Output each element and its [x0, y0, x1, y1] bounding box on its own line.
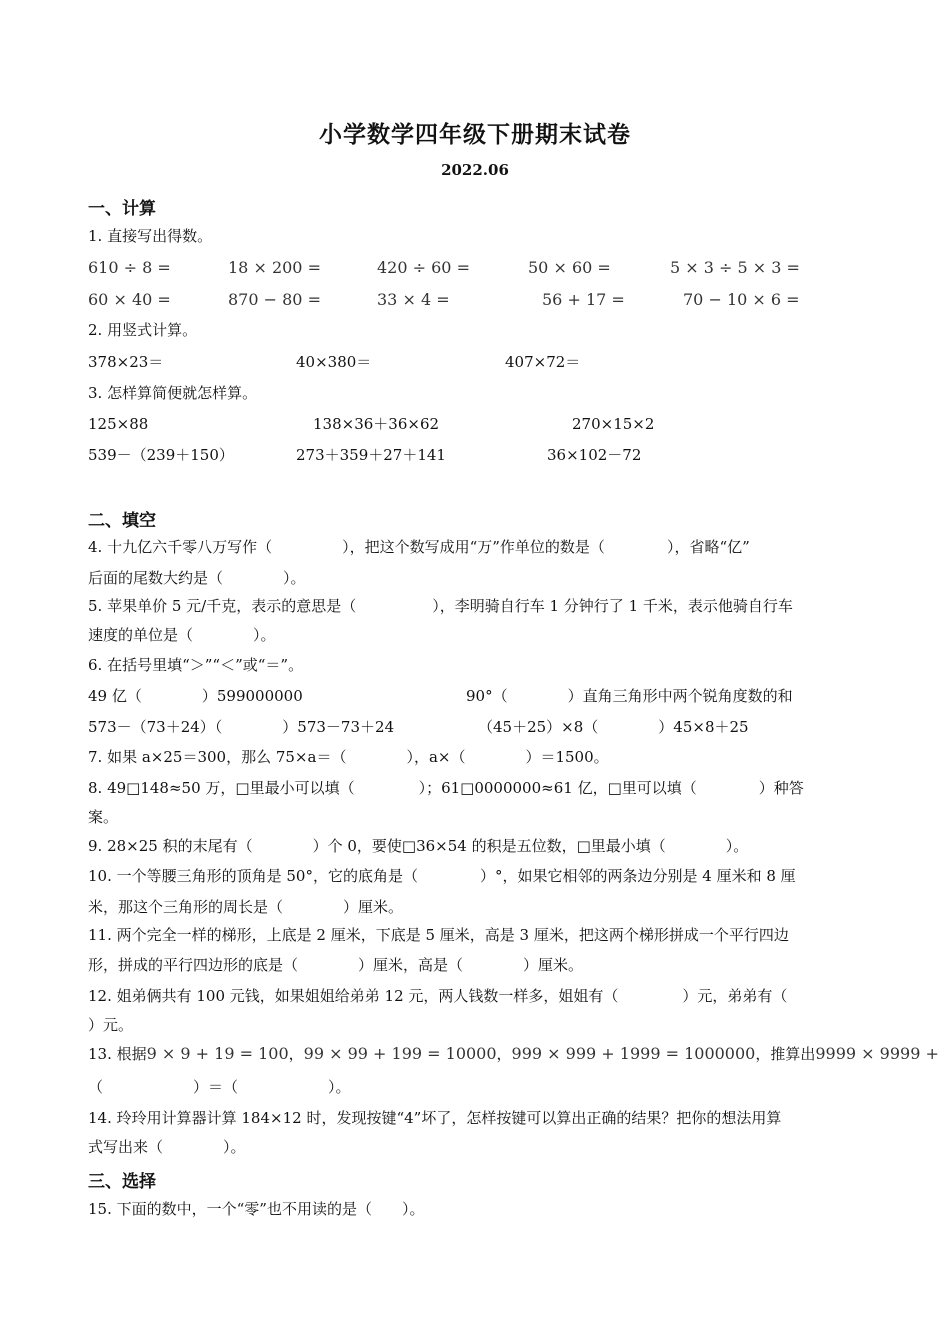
- q1-expression: 70 − 10 × 6 =: [683, 290, 800, 309]
- q10-text: ）°，如果它相邻的两条边分别是 4 厘米和 8 厘: [479, 867, 796, 885]
- q3-item: 36×102－72: [547, 446, 642, 464]
- section-heading-fill-blank: 二、填空: [88, 511, 156, 531]
- question-12-line-1: [88, 986, 787, 1006]
- q13-formula: 9 × 9 + 19 = 100: [146, 1044, 289, 1063]
- q8-text: ）；61□0000000≈61 亿，□里可以填（: [418, 779, 697, 797]
- question-13-line-1: 13. 根据9 × 9 + 19 = 100，99 × 99 + 199 = 10000，999 × 999 + 1999 = 1000000，推算出9999 × 9999 +: [88, 1044, 939, 1063]
- question-2-label: 2. 用竖式计算。: [88, 321, 198, 339]
- section-heading-choice: 三、选择: [88, 1172, 156, 1192]
- question-11-line-2: 形，拼成的平行四边形的底是（ ）厘米，高是（ ）厘米。: [88, 956, 584, 974]
- q12-text: ）元，弟弟有（: [682, 987, 788, 1005]
- q3-item: 539－（239＋150）: [88, 446, 234, 464]
- q12-text: 12. 姐弟俩共有 100 元钱，如果姐姐给弟弟 12 元，两人钱数一样多，姐姐有（: [88, 987, 619, 1005]
- q3-item: 270×15×2: [572, 415, 655, 433]
- q1-expression: 870 − 80 =: [228, 290, 321, 309]
- question-4-line-2: 后面的尾数大约是（ ）。: [88, 569, 306, 587]
- q4-text: 4. 十九亿六千零八万写作（: [88, 538, 273, 556]
- q1-expression: 420 ÷ 60 =: [377, 258, 470, 277]
- question-15: 15. 下面的数中，一个“零”也不用读的是（ ）。: [88, 1200, 425, 1218]
- q1-expression: 5 × 3 ÷ 5 × 3 =: [670, 258, 800, 277]
- q13-text: 13. 根据: [88, 1045, 147, 1063]
- section-heading-calculation: 一、计算: [88, 199, 156, 219]
- q3-item: 273＋359＋27＋141: [296, 446, 446, 464]
- q8-text: 8. 49□148≈50 万，□里最小可以填（: [88, 779, 355, 797]
- q2-item: 378×23＝: [88, 353, 164, 371]
- question-5-line-1: [88, 596, 793, 616]
- q8-text: ）种答: [758, 779, 804, 797]
- q3-item: 138×36＋36×62: [313, 415, 440, 433]
- q6-compare-item: 90°（ ）直角三角形中两个锐角度数的和: [466, 687, 793, 705]
- question-7: 7. 如果 a×25＝300，那么 75×a＝（ ），a×（ ）＝1500。: [88, 748, 609, 766]
- question-8-line-2: 案。: [88, 808, 119, 826]
- q1-expression: 610 ÷ 8 =: [88, 258, 171, 277]
- q1-expression: 33 × 4 =: [377, 290, 450, 309]
- q6-compare-item: 49 亿（ ）599000000: [88, 687, 303, 705]
- q1-expression: 18 × 200 =: [228, 258, 321, 277]
- question-9: 9. 28×25 积的末尾有（ ）个 0，要使□36×54 的积是五位数，□里最小填（ ）。: [88, 837, 749, 855]
- q1-expression: 60 × 40 =: [88, 290, 171, 309]
- question-14-line-1: 14. 玲玲用计算器计算 184×12 时，发现按键“4”坏了，怎样按键可以算出正确的结果？把你的想法用算: [88, 1109, 782, 1127]
- question-4-line-1: [88, 537, 860, 557]
- question-10-line-1: [88, 866, 796, 886]
- q1-expression: 50 × 60 =: [528, 258, 611, 277]
- question-1-label: 1. 直接写出得数。: [88, 227, 213, 245]
- question-6-label: 6. 在括号里填“＞”“＜”或“＝”。: [88, 656, 304, 674]
- q3-item: 125×88: [88, 415, 149, 433]
- page-title: 小学数学四年级下册期末试卷: [319, 121, 631, 148]
- question-13-line-2: （ ）＝（ ）。: [88, 1078, 351, 1096]
- q2-item: 40×380＝: [296, 353, 372, 371]
- q5-text: ），李明骑自行车 1 分钟行了 1 千米，表示他骑自行车: [432, 597, 793, 615]
- question-3-label: 3. 怎样算简便就怎样算。: [88, 384, 258, 402]
- question-5-line-2: 速度的单位是（ ）。: [88, 626, 276, 644]
- question-11-line-1: 11. 两个完全一样的梯形，上底是 2 厘米，下底是 5 厘米，高是 3 厘米，把这两个梯形拼成一个平行四边: [88, 926, 789, 944]
- q13-formula: 9999 × 9999 +: [815, 1044, 939, 1063]
- q2-item: 407×72＝: [505, 353, 581, 371]
- q6-compare-item: （45＋25）×8（ ）45×8＋25: [478, 718, 749, 736]
- q4-text: ），把这个数写成用“万”作单位的数是（: [342, 538, 605, 556]
- q6-compare-item: 573－（73＋24）（ ）573－73＋24: [88, 718, 395, 736]
- question-8-line-1: [88, 778, 804, 798]
- q1-expression: 56 + 17 =: [542, 290, 625, 309]
- exam-date: 2022.06: [441, 161, 509, 179]
- question-10-line-2: 米，那这个三角形的周长是（ ）厘米。: [88, 898, 404, 916]
- q5-text: 5. 苹果单价 5 元/千克，表示的意思是（: [88, 597, 357, 615]
- q13-formula: 99 × 99 + 199 = 10000: [303, 1044, 497, 1063]
- q10-text: 10. 一个等腰三角形的顶角是 50°，它的底角是（: [88, 867, 418, 885]
- q13-formula: 999 × 999 + 1999 = 1000000: [511, 1044, 756, 1063]
- q13-text: ，推算出: [755, 1045, 816, 1063]
- question-12-line-2: ）元。: [88, 1016, 134, 1034]
- q4-text: ），省略“亿”: [666, 538, 750, 556]
- question-14-line-2: 式写出来（ ）。: [88, 1138, 246, 1156]
